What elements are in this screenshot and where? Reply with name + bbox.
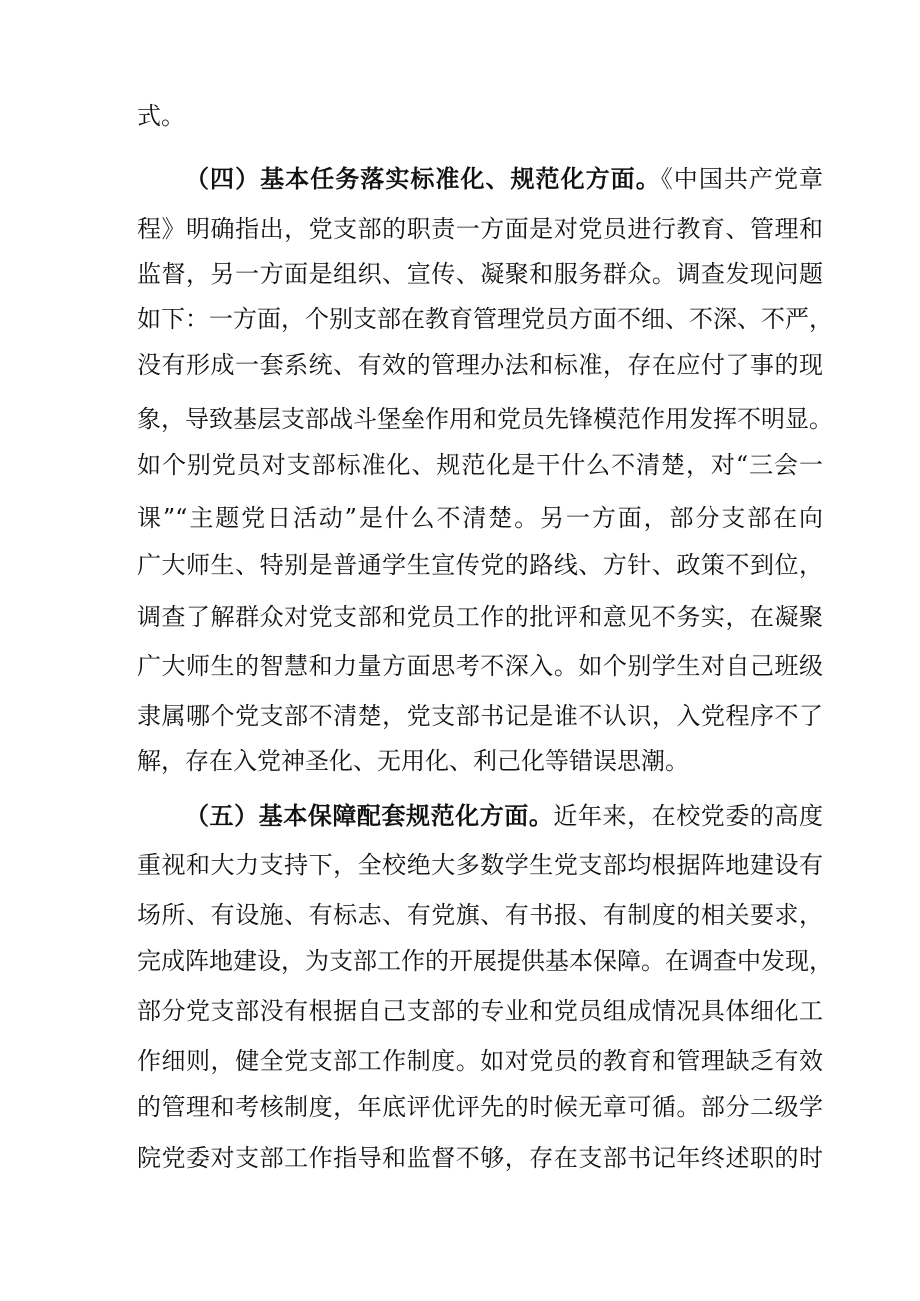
- text-line: 广大师生、特别是普通学生宣传党的路线、方针、政策不到位，: [137, 551, 823, 579]
- text-line: 隶属哪个党支部不清楚，党支部书记是谁不认识，入党程序不了: [137, 702, 823, 730]
- text-line: 如下：一方面，个别支部在教育管理党员方面不细、不深、不严，: [137, 305, 833, 333]
- text-line: 调查了解群众对党支部和党员工作的批评和意见不务实，在凝聚: [137, 603, 823, 631]
- text-line: 监督，另一方面是组织、宣传、凝聚和服务群众。调查发现问题: [137, 260, 823, 288]
- text-line: 作细则，健全党支部工作制度。如对党员的教育和管理缺乏有效: [137, 1047, 823, 1075]
- text-line: 象，导致基层支部战斗堡垒作用和党员先锋模范作用发挥不明显。: [137, 405, 833, 433]
- section-5-text: 近年来，在校党委的高度: [553, 802, 824, 830]
- section-4-text: 《中国共产党章: [660, 165, 824, 193]
- section-5-first-line: [185, 795, 823, 837]
- section-4-heading: （四）基本任务落实标准化、规范化方面。: [185, 165, 661, 193]
- text-line: 完成阵地建设，为支部工作的开展提供基本保障。在调查中发现，: [137, 947, 833, 975]
- text-line: 解，存在入党神圣化、无用化、利己化等错误思潮。: [137, 747, 689, 775]
- section-4-first-line: [185, 158, 823, 200]
- text-line: 程》明确指出，党支部的职责一方面是对党员进行教育、管理和: [137, 215, 823, 243]
- text-line: 院党委对支部工作指导和监督不够，存在支部书记年终述职的时: [137, 1144, 823, 1172]
- text-line: 没有形成一套系统、有效的管理办法和标准，存在应付了事的现: [137, 351, 823, 379]
- text-line: 课”“主题党日活动”是什么不清楚。另一方面，部分支部在向: [137, 504, 823, 532]
- text-line: 部分党支部没有根据自己支部的专业和党员组成情况具体细化工: [137, 997, 823, 1025]
- text-line: 如个别党员对支部标准化、规范化是干什么不清楚，对“三会一: [137, 451, 823, 479]
- text-line: 的管理和考核制度，年底评优评先的时候无章可循。部分二级学: [137, 1093, 823, 1121]
- text-line: 重视和大力支持下，全校绝大多数学生党支部均根据阵地建设有: [137, 851, 823, 879]
- text-line: 式。: [137, 102, 185, 130]
- text-line: 场所、有设施、有标志、有党旗、有书报、有制度的相关要求，: [137, 901, 823, 929]
- section-5-heading: （五）基本保障配套规范化方面。: [185, 802, 554, 830]
- text-line: 广大师生的智慧和力量方面思考不深入。如个别学生对自己班级: [137, 652, 823, 680]
